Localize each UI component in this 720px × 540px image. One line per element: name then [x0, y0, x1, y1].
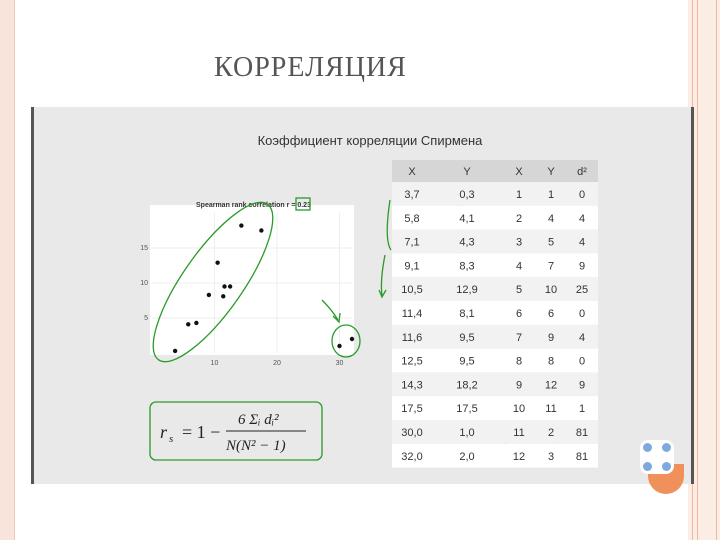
table-cell: 9: [578, 260, 586, 273]
table-row: [392, 325, 598, 349]
table-cell: 7: [515, 331, 523, 344]
bracket-left-1: [387, 200, 391, 250]
formula-denominator: N(N² − 1): [226, 438, 286, 454]
scatter-point: [207, 293, 211, 297]
table-cell: 4,1: [459, 212, 475, 225]
rank-table: [392, 160, 598, 468]
table-cell: 5: [547, 236, 555, 249]
table-cell: 12,9: [456, 284, 478, 297]
table-row: [392, 349, 598, 373]
scatter-point: [186, 322, 190, 326]
table-cell: 7,1: [404, 236, 420, 249]
table-header-cell: X: [408, 166, 416, 178]
table-cell: 4,3: [459, 236, 475, 249]
table-header-cell: Y: [463, 166, 471, 178]
table-cell: 3: [547, 450, 555, 463]
table-cell: 2: [547, 427, 555, 439]
table-cell: 7: [547, 260, 555, 273]
formula-lhs: r: [160, 422, 168, 442]
table-cell: 17,5: [401, 403, 423, 416]
table-cell: 81: [575, 450, 589, 463]
scatter-point: [259, 228, 263, 232]
table-cell: 14,3: [401, 379, 423, 392]
table-cell: 12: [544, 379, 558, 392]
table-cell: 0: [578, 355, 586, 368]
table-row: [392, 372, 598, 396]
table-row: [392, 230, 598, 254]
table-cell: 0: [578, 189, 586, 201]
table-cell: 0: [578, 308, 586, 320]
panel-heading: Коэффициент корреляции Спирмена: [257, 133, 483, 148]
table-row: [392, 206, 598, 230]
table-cell: 5,8: [404, 212, 420, 225]
navigation-widget-icon[interactable]: [640, 440, 674, 474]
formula-numerator: 6 Σᵢ dᵢ²: [238, 412, 279, 428]
table-cell: 1,0: [459, 427, 475, 439]
table-row: [392, 277, 598, 301]
table-header-cell: Y: [547, 166, 555, 178]
table-cell: 17,5: [456, 403, 478, 416]
table-row: [392, 420, 598, 444]
table-cell: 18,2: [456, 379, 478, 392]
y-tick-label: 10: [140, 280, 148, 287]
table-cell: 0,3: [459, 189, 475, 201]
scatter-point: [239, 223, 243, 227]
formula-lhs-sub: s: [169, 433, 174, 445]
table-cell: 1: [515, 189, 523, 201]
table-cell: 4: [578, 331, 586, 344]
slide-title: КОРРЕЛЯЦИЯ: [214, 52, 407, 83]
table-cell: 3,7: [404, 189, 420, 201]
table-cell: 10: [512, 403, 526, 416]
table-cell: 1: [578, 403, 586, 416]
spearman-formula: [160, 412, 306, 454]
table-header-cell: X: [515, 166, 523, 178]
table-cell: 12: [512, 450, 526, 463]
table-cell: 6: [515, 308, 523, 320]
table-cell: 10: [544, 284, 558, 297]
table-cell: 4: [578, 212, 586, 225]
scatter-point: [215, 261, 219, 265]
table-cell: 8: [515, 355, 523, 368]
table-cell: 9,5: [459, 355, 475, 368]
table-row: [392, 444, 598, 468]
scatter-point: [337, 344, 341, 348]
table-row: [392, 253, 598, 277]
x-tick-label: 30: [335, 360, 344, 367]
formula-equals: = 1 −: [182, 422, 221, 442]
table-cell: 9: [547, 331, 555, 344]
table-cell: 30,0: [401, 427, 423, 439]
y-tick-label: 5: [144, 315, 148, 322]
table-cell: 4: [515, 260, 523, 273]
table-cell: 11,4: [401, 308, 423, 320]
table-cell: 2,0: [459, 450, 475, 463]
table-row: [392, 301, 598, 325]
table-header-cell: d²: [577, 166, 587, 178]
table-row: [392, 396, 598, 420]
table-cell: 9,1: [404, 260, 420, 273]
table-cell: 25: [575, 284, 589, 297]
scatter-point: [194, 321, 198, 325]
chart-title: Spearman rank correlation r = 0.23: [196, 202, 311, 209]
table-cell: 1: [547, 189, 555, 201]
table-cell: 32,0: [401, 450, 423, 463]
table-cell: 9,5: [459, 331, 475, 344]
table-cell: 8,3: [459, 260, 475, 273]
table-cell: 4: [547, 212, 555, 225]
table-row: [392, 182, 598, 206]
chart-plot-area: [150, 205, 354, 355]
table-cell: 81: [575, 427, 589, 439]
y-tick-label: 15: [140, 245, 148, 252]
table-cell: 5: [515, 284, 523, 297]
table-cell: 9: [578, 379, 586, 392]
table-cell: 4: [578, 236, 586, 249]
scatter-point: [221, 294, 225, 298]
table-cell: 11,6: [401, 331, 423, 344]
scatter-point: [228, 284, 232, 288]
scatter-point: [173, 349, 177, 353]
table-cell: 9: [515, 379, 523, 392]
table-cell: 11: [545, 403, 557, 416]
table-cell: 6: [547, 308, 555, 320]
table-cell: 11: [513, 427, 525, 439]
table-cell: 12,5: [401, 355, 423, 368]
x-tick-label: 10: [210, 360, 219, 367]
scatter-point: [350, 337, 354, 341]
table-cell: 2: [515, 212, 523, 225]
table-cell: 8: [547, 355, 555, 368]
scatter-point: [222, 284, 226, 288]
table-cell: 10,5: [401, 284, 423, 297]
table-cell: 8,1: [459, 308, 475, 320]
bracket-left-2: [379, 255, 386, 297]
table-header-row: [392, 160, 598, 182]
table-cell: 3: [515, 236, 523, 249]
x-tick-label: 20: [273, 360, 281, 367]
